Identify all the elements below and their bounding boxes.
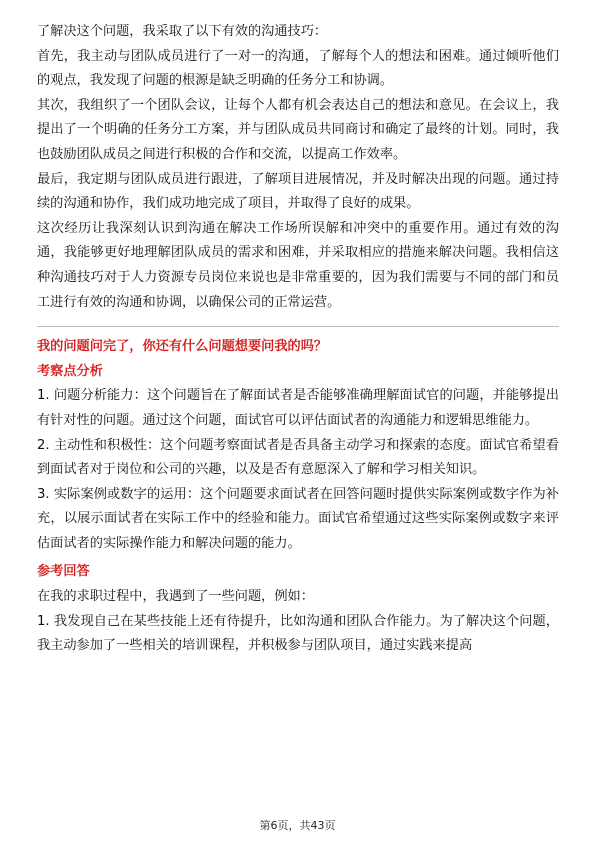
reference-heading: 参考回答 — [37, 564, 90, 580]
question-heading: 我的问题问完了，你还有什么问题想要问我的吗？ — [37, 339, 328, 355]
section-divider — [37, 326, 559, 327]
page-number: 第6页，共43页 — [259, 819, 336, 832]
analysis-item-2: 2. 主动性和积极性：这个问题考察面试者是否具备主动学习和探索的态度。面试官希望看到面试者对于岗位和公司的兴趣，以及是否有意愿深入了解和学习相关知识。 — [37, 437, 559, 478]
reference-item-1: 1. 我发现自己在某些技能上还有待提升，比如沟通和团队合作能力。为了解决这个问题，我主动参加了一些相关的培训课程，并积极参与团队项目，通过实践来提高 — [37, 613, 559, 654]
paragraph-first: 首先，我主动与团队成员进行了一对一的沟通，了解每个人的想法和困难。通过倾听他们的观点，我发现了问题的根源是缺乏明确的任务分工和协调。 — [37, 48, 559, 89]
analysis-item-3: 3. 实际案例或数字的运用：这个问题要求面试者在回答问题时提供实际案例或数字作为补充，以展示面试者在实际工作中的经验和能力。面试官希望通过这些实际案例或数字来评估面试者的实际操作能力和解决问题的能力。 — [37, 486, 559, 551]
analysis-heading: 考察点分析 — [37, 363, 103, 379]
paragraph-second: 其次，我组织了一个团队会议，让每个人都有机会表达自己的想法和意见。在会议上，我提出了一个明确的任务分工方案，并与团队成员共同商讨和确定了最终的计划。同时，我也鼓励团队成员之间进行积极的合作和交流，以提高工作效率。 — [37, 97, 559, 162]
paragraph-intro: 了解决这个问题，我采取了以下有效的沟通技巧： — [37, 24, 328, 39]
page-content — [37, 20, 559, 659]
reference-intro: 在我的求职过程中，我遇到了一些问题，例如： — [37, 589, 314, 605]
paragraph-last: 最后，我定期与团队成员进行跟进，了解项目进展情况，并及时解决出现的问题。通过持续的沟通和协作，我们成功地完成了项目，并取得了良好的成果。 — [37, 171, 559, 212]
paragraph-conclusion: 这次经历让我深刻认识到沟通在解决工作场所误解和冲突中的重要作用。通过有效的沟通，我能够更好地理解团队成员的需求和困难，并采取相应的措施来解决问题。我相信这种沟通技巧对于人力资源专员岗位来说也是非常重要的，因为我们需要与不同的部门和员工进行有效的沟通和协调，以确保公司的正常运营。 — [37, 220, 559, 310]
analysis-item-1: 1. 问题分析能力：这个问题旨在了解面试者是否能够准确理解面试官的问题，并能够提出有针对性的问题。通过这个问题，面试官可以评估面试者的沟通能力和逻辑思维能力。 — [37, 388, 559, 428]
